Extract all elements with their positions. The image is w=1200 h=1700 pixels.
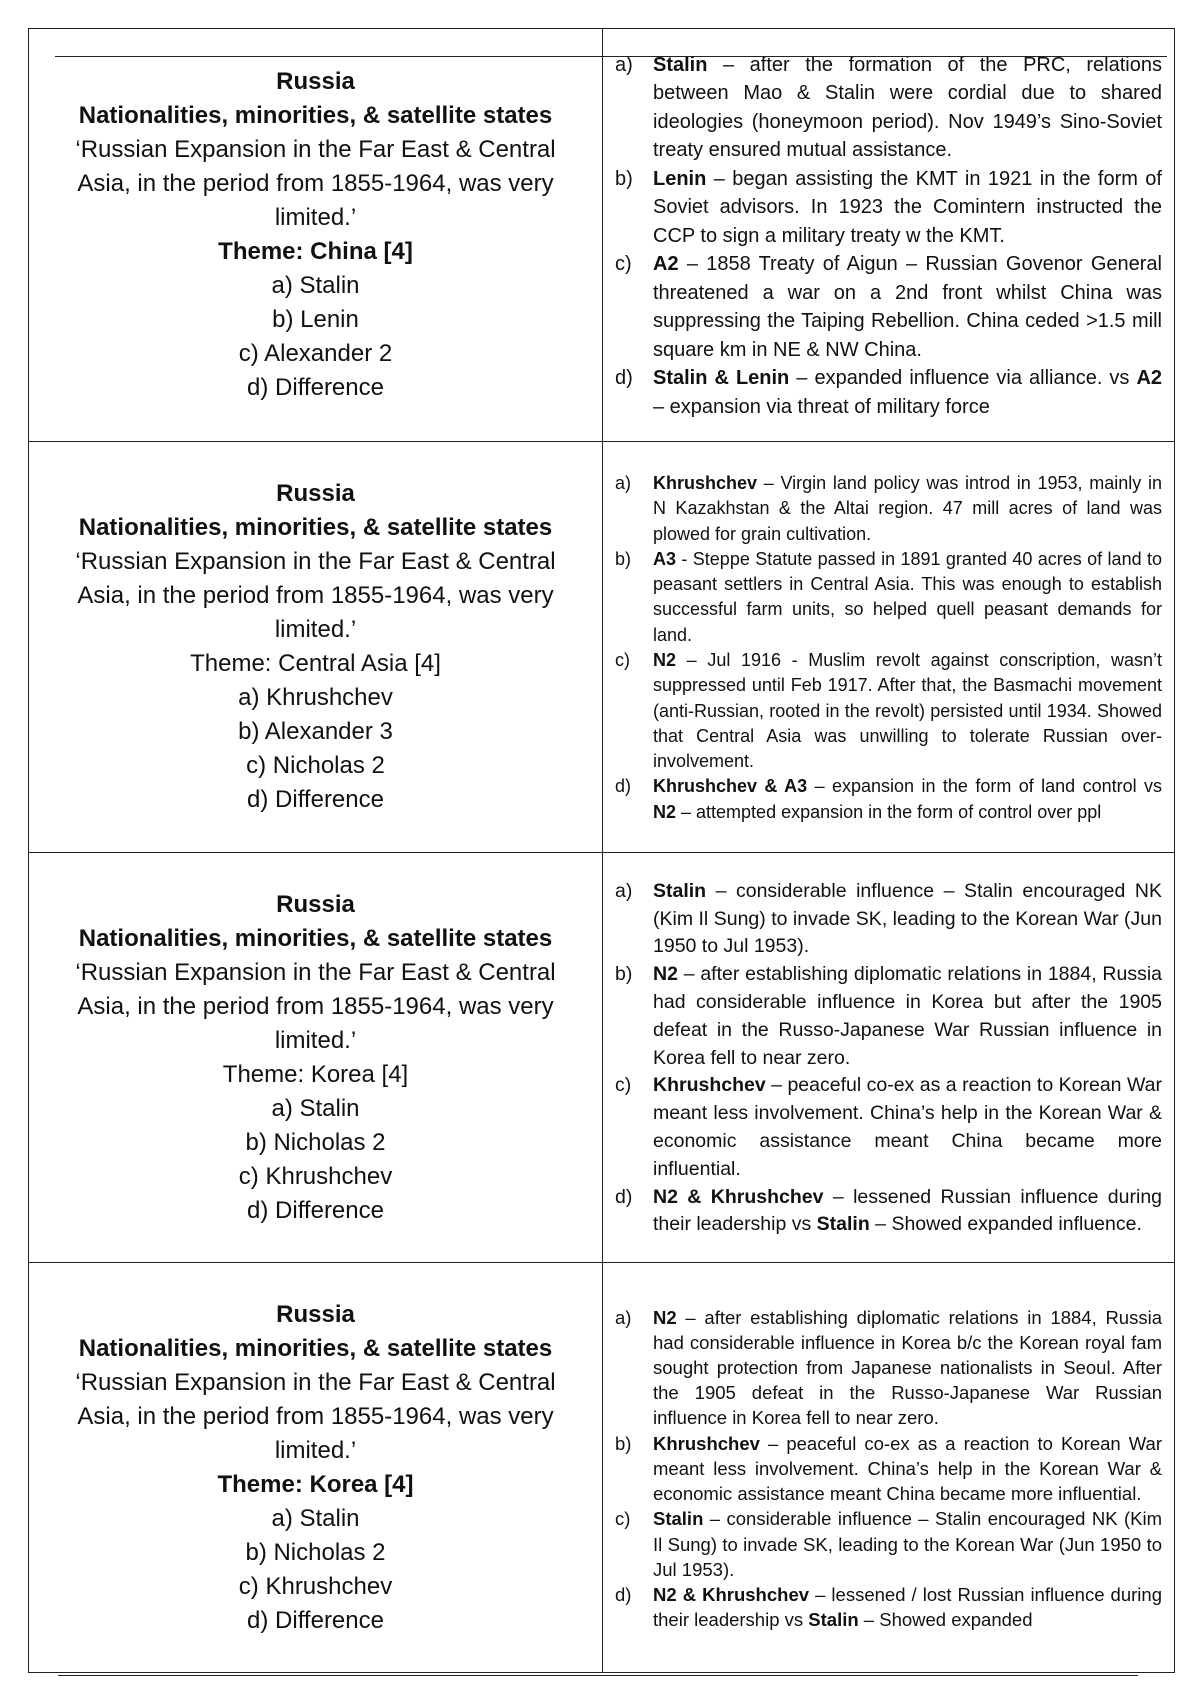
prompt-cell (29, 1263, 603, 1673)
option-item: b) Nicholas 2 (245, 1538, 386, 1566)
answer-lead: A3 (653, 548, 677, 569)
answer-letter: b) (615, 963, 633, 986)
answer-item (615, 1305, 1162, 1431)
answer-text-secondary: – attempted expansion in the form of control over ppl (676, 801, 1102, 822)
answer-letter: d) (615, 1185, 633, 1208)
answer-item (615, 774, 1162, 825)
answer-text: – expansion in the form of land control vs (807, 776, 1163, 797)
answer-letter: d) (615, 776, 632, 797)
answer-item (615, 250, 1162, 364)
answer-text: – peaceful co-ex as a reaction to Korean War meant less involvement. China’s help in the Korean War & economic assistance meant China became more influential. (653, 1432, 1162, 1505)
answer-item (615, 1072, 1162, 1183)
option-item: a) Khrushchev (238, 684, 393, 711)
footer-rule (58, 1675, 1138, 1676)
answer-item (615, 471, 1162, 547)
flashcard-row (29, 853, 1175, 1263)
answer-text: – considerable influence – Stalin encouraged NK (Kim Il Sung) to invade SK, leading to the Korean War (Jun 1950 to Jul 1953). (653, 1508, 1162, 1580)
option-item: b) Nicholas 2 (245, 1128, 386, 1156)
answer-letter: d) (615, 1583, 632, 1605)
answer-item (615, 961, 1162, 1072)
answer-lead: N2 (653, 963, 678, 986)
flashcard-row (29, 29, 1175, 442)
answer-text: – expanded influence via alliance. vs (789, 367, 1137, 390)
card-quote: ‘Russian Expansion in the Far East & Central Asia, in the period from 1855-1964, was very limited.’ (75, 958, 556, 1054)
card-topic: Nationalities, minorities, & satellite states (78, 514, 553, 541)
option-list (47, 681, 584, 817)
option-item: c) Alexander 2 (238, 340, 393, 367)
answer-text: – considerable influence – Stalin encouraged NK (Kim Il Sung) to invade SK, leading to the Korean War (Jun 1950 to Jul 1953). (653, 879, 1162, 958)
answer-item (615, 1184, 1162, 1240)
answer-text-secondary: – expansion via threat of military force (653, 395, 990, 418)
answer-lead: N2 & Khrushchev (653, 1583, 810, 1605)
answer-lead: N2 (653, 650, 677, 670)
card-title: Russia (276, 890, 355, 918)
answer-text: – peaceful co-ex as a reaction to Korean War meant less involvement. China’s help in the Korean War & economic assistance meant China became more influential. (653, 1074, 1162, 1180)
option-item: d) Difference (247, 1606, 384, 1634)
answer-letter: c) (615, 253, 632, 276)
option-item: c) Khrushchev (238, 1162, 393, 1190)
answer-item (615, 547, 1162, 648)
answer-lead: Stalin & Lenin (653, 367, 790, 390)
card-title: Russia (276, 480, 355, 507)
answer-text: – after establishing diplomatic relations in 1884, Russia had considerable influence in Korea b/c the Korean royal fam sought protection from Japanese nationalists in Seoul. After the 1905 defeat in the Russo-Japanese War Russian influence in Korea fell to near zero. (653, 1306, 1162, 1429)
option-item: a) Stalin (271, 272, 360, 299)
answer-lead: N2 (653, 1306, 677, 1328)
option-item: c) Nicholas 2 (246, 752, 385, 779)
answer-text: – began assisting the KMT in 1921 in the form of Soviet advisors. In 1923 the Comintern instructed the CCP to sign a military treaty w the KMT. (653, 167, 1162, 247)
card-quote: ‘Russian Expansion in the Far East & Central Asia, in the period from 1855-1964, was very limited.’ (75, 1368, 556, 1464)
answer-text: – Jul 1916 - Muslim revolt against conscription, wasn’t suppressed until Feb 1917. After that, the Basmachi movement (anti-Russian, rooted in the revolt) persisted until 1934. Showed that Central Asia was unwilling to tolerate Russian over-involvement. (653, 650, 1162, 772)
answer-text: – lessened Russian influence during their leadership vs (653, 1185, 1163, 1236)
prompt-cell (29, 853, 603, 1263)
answer-letter: b) (615, 167, 633, 190)
card-theme: Theme: Korea [4] (217, 1470, 414, 1498)
card-topic: Nationalities, minorities, & satellite states (78, 924, 553, 952)
answer-item (615, 878, 1162, 961)
flashcard-table (28, 28, 1175, 1673)
answer-text-secondary: – Showed expanded influence. (869, 1213, 1142, 1236)
answer-item (615, 51, 1162, 165)
card-theme: Theme: Central Asia [4] (190, 650, 441, 677)
option-item: a) Stalin (271, 1094, 360, 1122)
card-topic: Nationalities, minorities, & satellite states (78, 102, 553, 129)
answer-item (615, 1582, 1162, 1632)
prompt-cell (29, 442, 603, 853)
answer-item (615, 1506, 1162, 1582)
answer-lead: Stalin (653, 53, 708, 76)
prompt-block (29, 888, 602, 1228)
flashcard-row (29, 442, 1175, 853)
answer-item (615, 364, 1162, 421)
answer-text: – after establishing diplomatic relations in 1884, Russia had considerable influence in Korea but after the 1905 defeat in the Russo-Japanese War Russian influence in Korea fell to near zero. (653, 963, 1162, 1069)
option-list (47, 1092, 584, 1228)
option-list (47, 269, 584, 405)
card-theme: Theme: Korea [4] (222, 1060, 409, 1088)
card-topic: Nationalities, minorities, & satellite states (78, 1334, 553, 1362)
option-item: d) Difference (247, 374, 384, 401)
answer-letter: a) (615, 53, 633, 76)
answer-lead: N2 & Khrushchev (653, 1185, 824, 1208)
answer-lead: Lenin (653, 167, 707, 190)
flashcard-row (29, 1263, 1175, 1673)
answer-letter: a) (615, 472, 632, 493)
answer-letter: a) (615, 879, 633, 902)
answer-list (603, 870, 1174, 1245)
answer-letter: b) (615, 1432, 632, 1454)
option-item: b) Alexander 3 (238, 718, 393, 745)
answer-text: – Virgin land policy was introd in 1953, mainly in N Kazakhstan & the Altai region. 47 mill acres of land was plowed for grain cultivation. (653, 472, 1162, 544)
prompt-cell (29, 29, 603, 442)
answer-item (615, 648, 1162, 774)
answer-list (603, 463, 1174, 831)
answer-list (603, 1297, 1174, 1639)
answer-cell (603, 29, 1175, 442)
option-item: d) Difference (247, 786, 384, 813)
answer-letter: d) (615, 367, 633, 390)
answer-lead: Khrushchev & A3 (653, 776, 808, 797)
card-title: Russia (276, 68, 355, 95)
answer-item (615, 1431, 1162, 1507)
answer-letter: c) (615, 1508, 631, 1530)
option-item: b) Lenin (272, 306, 359, 333)
answer-lead: Khrushchev (653, 472, 758, 493)
option-item: c) Khrushchev (238, 1572, 393, 1600)
answer-lead: Khrushchev (653, 1074, 766, 1097)
answer-text: - Steppe Statute passed in 1891 granted 40 acres of land to peasant settlers in Central Asia. This was enough to establish successful farm units, so helped quell peasant demands for land. (653, 548, 1162, 645)
option-list (47, 1502, 584, 1638)
prompt-block (29, 65, 602, 405)
answer-lead-secondary: Stalin (816, 1213, 870, 1236)
answer-lead: A2 (653, 253, 679, 276)
answer-cell (603, 1263, 1175, 1673)
answer-cell (603, 853, 1175, 1263)
option-item: d) Difference (247, 1196, 384, 1224)
answer-letter: c) (615, 1074, 632, 1097)
answer-lead: Stalin (653, 1508, 704, 1530)
prompt-block (29, 1298, 602, 1638)
answer-lead: Stalin (653, 879, 707, 902)
option-item: a) Stalin (271, 1504, 360, 1532)
answer-letter: a) (615, 1306, 632, 1328)
card-title: Russia (276, 1300, 355, 1328)
answer-list (603, 43, 1174, 428)
answer-letter: b) (615, 548, 632, 569)
answer-lead-secondary: A2 (1136, 367, 1163, 390)
card-theme: Theme: China [4] (218, 238, 413, 265)
answer-text: – after the formation of the PRC, relations between Mao & Stalin were cordial due to shared ideologies (honeymoon period). Nov 1949’s Sino-Soviet treaty ensured mutual assistance. (653, 53, 1162, 162)
answer-item (615, 165, 1162, 251)
card-quote: ‘Russian Expansion in the Far East & Central Asia, in the period from 1855-1964, was very limited.’ (75, 548, 556, 643)
answer-lead: Khrushchev (653, 1432, 760, 1454)
answer-lead-secondary: Stalin (808, 1609, 859, 1631)
answer-text-secondary: – Showed expanded (858, 1609, 1033, 1631)
answer-cell (603, 442, 1175, 853)
header-rule (55, 56, 1167, 57)
prompt-block (29, 477, 602, 817)
card-quote: ‘Russian Expansion in the Far East & Central Asia, in the period from 1855-1964, was very limited.’ (75, 136, 556, 231)
answer-lead-secondary: N2 (653, 801, 677, 822)
answer-text: – 1858 Treaty of Aigun – Russian Govenor General threatened a war on a 2nd front whilst China was suppressing the Taiping Rebellion. China ceded >1.5 mill square km in NE & NW China. (653, 253, 1162, 361)
answer-letter: c) (615, 650, 630, 670)
answer-text: – lessened / lost Russian influence during their leadership vs (653, 1583, 1162, 1631)
